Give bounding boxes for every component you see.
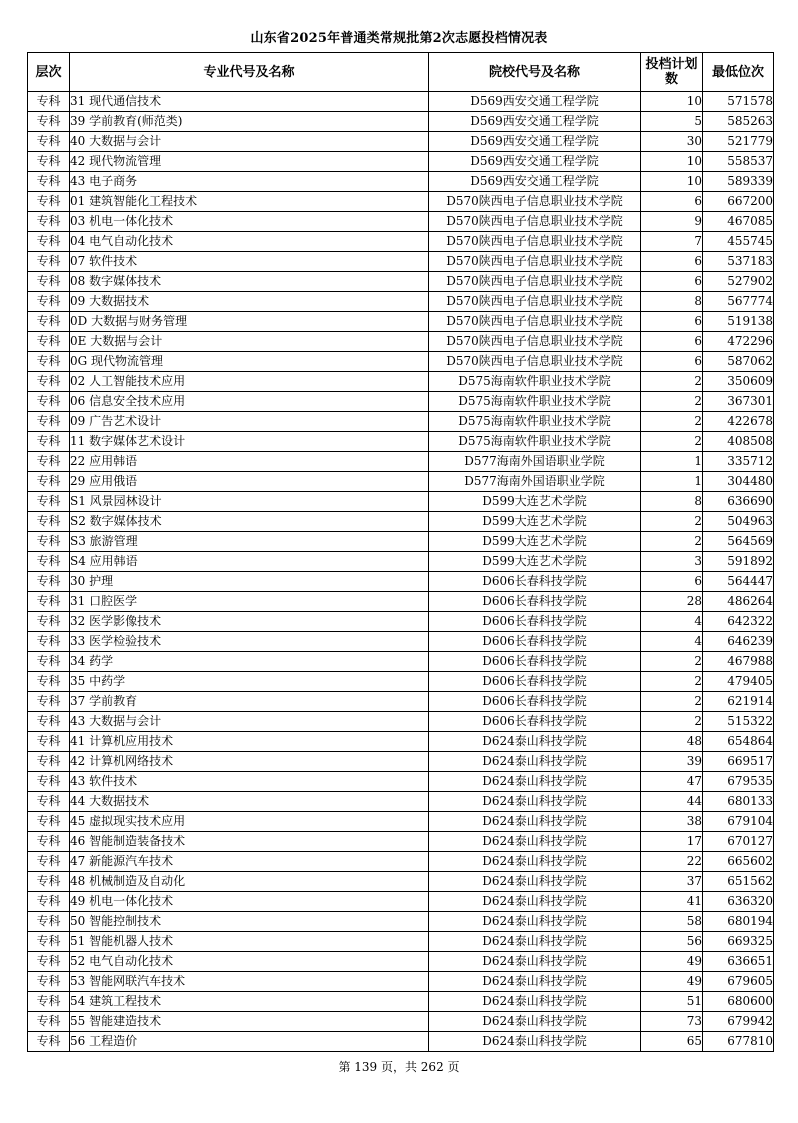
- cell-level: 专科: [28, 772, 70, 792]
- cell-school: D569西安交通工程学院: [429, 92, 641, 112]
- cell-rank: 654864: [703, 732, 774, 752]
- cell-major: 42 现代物流管理: [70, 152, 429, 172]
- table-row: [28, 172, 774, 192]
- cell-plan: 6: [641, 352, 703, 372]
- cell-level: 专科: [28, 672, 70, 692]
- cell-school: D606长春科技学院: [429, 712, 641, 732]
- table-row: [28, 552, 774, 572]
- cell-plan: 58: [641, 912, 703, 932]
- cell-major: 01 建筑智能化工程技术: [70, 192, 429, 212]
- cell-level: 专科: [28, 472, 70, 492]
- cell-plan: 37: [641, 872, 703, 892]
- cell-level: 专科: [28, 1012, 70, 1032]
- table-row: [28, 392, 774, 412]
- header-school: 院校代号及名称: [429, 53, 641, 92]
- cell-major: 47 新能源汽车技术: [70, 852, 429, 872]
- cell-major: 35 中药学: [70, 672, 429, 692]
- cell-school: D606长春科技学院: [429, 632, 641, 652]
- cell-level: 专科: [28, 652, 70, 672]
- cell-plan: 7: [641, 232, 703, 252]
- table-row: [28, 472, 774, 492]
- table-header-row: [28, 53, 774, 92]
- table-row: [28, 332, 774, 352]
- cell-school: D599大连艺术学院: [429, 512, 641, 532]
- table-row: [28, 932, 774, 952]
- page-footer: 第 139 页，共 262 页: [338, 1060, 460, 1074]
- cell-level: 专科: [28, 912, 70, 932]
- header-rank: 最低位次: [703, 53, 774, 92]
- cell-plan: 10: [641, 92, 703, 112]
- header-level: 层次: [28, 53, 70, 92]
- cell-level: 专科: [28, 452, 70, 472]
- cell-level: 专科: [28, 412, 70, 432]
- cell-major: 30 护理: [70, 572, 429, 592]
- cell-level: 专科: [28, 272, 70, 292]
- table-row: [28, 692, 774, 712]
- cell-plan: 2: [641, 412, 703, 432]
- cell-level: 专科: [28, 872, 70, 892]
- cell-major: 09 大数据技术: [70, 292, 429, 312]
- cell-rank: 585263: [703, 112, 774, 132]
- cell-school: D624泰山科技学院: [429, 812, 641, 832]
- cell-rank: 335712: [703, 452, 774, 472]
- cell-school: D624泰山科技学院: [429, 732, 641, 752]
- cell-level: 专科: [28, 212, 70, 232]
- cell-school: D570陕西电子信息职业技术学院: [429, 252, 641, 272]
- cell-major: 52 电气自动化技术: [70, 952, 429, 972]
- cell-level: 专科: [28, 892, 70, 912]
- cell-rank: 408508: [703, 432, 774, 452]
- cell-major: 43 大数据与会计: [70, 712, 429, 732]
- admission-table: [27, 52, 774, 1052]
- cell-school: D624泰山科技学院: [429, 932, 641, 952]
- cell-rank: 680600: [703, 992, 774, 1012]
- cell-rank: 504963: [703, 512, 774, 532]
- table-row: [28, 272, 774, 292]
- cell-level: 专科: [28, 732, 70, 752]
- cell-rank: 486264: [703, 592, 774, 612]
- cell-rank: 670127: [703, 832, 774, 852]
- cell-school: D624泰山科技学院: [429, 792, 641, 812]
- cell-plan: 65: [641, 1032, 703, 1052]
- cell-level: 专科: [28, 312, 70, 332]
- cell-major: 31 口腔医学: [70, 592, 429, 612]
- cell-school: D575海南软件职业技术学院: [429, 412, 641, 432]
- cell-rank: 589339: [703, 172, 774, 192]
- cell-rank: 679535: [703, 772, 774, 792]
- cell-school: D624泰山科技学院: [429, 1032, 641, 1052]
- cell-level: 专科: [28, 852, 70, 872]
- cell-level: 专科: [28, 992, 70, 1012]
- cell-rank: 669517: [703, 752, 774, 772]
- cell-plan: 5: [641, 112, 703, 132]
- cell-major: 03 机电一体化技术: [70, 212, 429, 232]
- table-row: [28, 592, 774, 612]
- cell-rank: 304480: [703, 472, 774, 492]
- cell-rank: 679104: [703, 812, 774, 832]
- cell-rank: 651562: [703, 872, 774, 892]
- cell-level: 专科: [28, 752, 70, 772]
- table-row: [28, 652, 774, 672]
- cell-rank: 636320: [703, 892, 774, 912]
- cell-level: 专科: [28, 692, 70, 712]
- table-row: [28, 612, 774, 632]
- cell-major: 0D 大数据与财务管理: [70, 312, 429, 332]
- cell-major: 55 智能建造技术: [70, 1012, 429, 1032]
- cell-school: D569西安交通工程学院: [429, 132, 641, 152]
- cell-plan: 2: [641, 392, 703, 412]
- cell-rank: 515322: [703, 712, 774, 732]
- cell-level: 专科: [28, 432, 70, 452]
- cell-rank: 680133: [703, 792, 774, 812]
- cell-plan: 4: [641, 612, 703, 632]
- cell-major: 08 数字媒体技术: [70, 272, 429, 292]
- cell-major: S1 风景园林设计: [70, 492, 429, 512]
- cell-major: 32 医学影像技术: [70, 612, 429, 632]
- cell-major: 42 计算机网络技术: [70, 752, 429, 772]
- cell-major: 02 人工智能技术应用: [70, 372, 429, 392]
- cell-major: 22 应用韩语: [70, 452, 429, 472]
- table-row: [28, 532, 774, 552]
- cell-plan: 2: [641, 532, 703, 552]
- cell-major: S3 旅游管理: [70, 532, 429, 552]
- cell-rank: 636690: [703, 492, 774, 512]
- cell-plan: 2: [641, 372, 703, 392]
- cell-level: 专科: [28, 532, 70, 552]
- cell-major: 34 药学: [70, 652, 429, 672]
- cell-school: D570陕西电子信息职业技术学院: [429, 332, 641, 352]
- cell-plan: 2: [641, 672, 703, 692]
- cell-level: 专科: [28, 332, 70, 352]
- cell-major: 49 机电一体化技术: [70, 892, 429, 912]
- cell-school: D570陕西电子信息职业技术学院: [429, 212, 641, 232]
- cell-major: 07 软件技术: [70, 252, 429, 272]
- cell-rank: 537183: [703, 252, 774, 272]
- cell-school: D575海南软件职业技术学院: [429, 432, 641, 452]
- cell-level: 专科: [28, 972, 70, 992]
- cell-school: D570陕西电子信息职业技术学院: [429, 352, 641, 372]
- cell-school: D606长春科技学院: [429, 652, 641, 672]
- cell-level: 专科: [28, 492, 70, 512]
- cell-school: D570陕西电子信息职业技术学院: [429, 192, 641, 212]
- cell-school: D624泰山科技学院: [429, 952, 641, 972]
- cell-rank: 679605: [703, 972, 774, 992]
- cell-major: 54 建筑工程技术: [70, 992, 429, 1012]
- cell-plan: 51: [641, 992, 703, 1012]
- cell-school: D599大连艺术学院: [429, 552, 641, 572]
- cell-school: D624泰山科技学院: [429, 972, 641, 992]
- cell-rank: 564447: [703, 572, 774, 592]
- cell-level: 专科: [28, 232, 70, 252]
- table-row: [28, 852, 774, 872]
- cell-plan: 49: [641, 972, 703, 992]
- cell-plan: 8: [641, 492, 703, 512]
- cell-major: S2 数字媒体技术: [70, 512, 429, 532]
- cell-major: 40 大数据与会计: [70, 132, 429, 152]
- cell-plan: 8: [641, 292, 703, 312]
- cell-plan: 38: [641, 812, 703, 832]
- table-row: [28, 992, 774, 1012]
- header-plan: 投档计划数: [641, 53, 703, 92]
- cell-level: 专科: [28, 512, 70, 532]
- cell-school: D570陕西电子信息职业技术学院: [429, 292, 641, 312]
- cell-major: 37 学前教育: [70, 692, 429, 712]
- cell-rank: 350609: [703, 372, 774, 392]
- cell-rank: 467988: [703, 652, 774, 672]
- cell-rank: 527902: [703, 272, 774, 292]
- cell-level: 专科: [28, 552, 70, 572]
- cell-rank: 564569: [703, 532, 774, 552]
- cell-level: 专科: [28, 392, 70, 412]
- cell-level: 专科: [28, 632, 70, 652]
- table-row: [28, 832, 774, 852]
- cell-school: D624泰山科技学院: [429, 892, 641, 912]
- cell-school: D570陕西电子信息职业技术学院: [429, 272, 641, 292]
- table-row: [28, 672, 774, 692]
- cell-level: 专科: [28, 112, 70, 132]
- cell-plan: 2: [641, 712, 703, 732]
- cell-rank: 677810: [703, 1032, 774, 1052]
- cell-major: 29 应用俄语: [70, 472, 429, 492]
- table-row: [28, 312, 774, 332]
- cell-major: 06 信息安全技术应用: [70, 392, 429, 412]
- cell-plan: 6: [641, 272, 703, 292]
- cell-plan: 56: [641, 932, 703, 952]
- cell-school: D577海南外国语职业学院: [429, 452, 641, 472]
- cell-major: 31 现代通信技术: [70, 92, 429, 112]
- cell-school: D569西安交通工程学院: [429, 172, 641, 192]
- cell-plan: 6: [641, 332, 703, 352]
- cell-plan: 44: [641, 792, 703, 812]
- cell-school: D606长春科技学院: [429, 592, 641, 612]
- table-row: [28, 812, 774, 832]
- cell-school: D624泰山科技学院: [429, 992, 641, 1012]
- cell-school: D599大连艺术学院: [429, 532, 641, 552]
- cell-school: D624泰山科技学院: [429, 772, 641, 792]
- cell-school: D569西安交通工程学院: [429, 112, 641, 132]
- cell-plan: 2: [641, 512, 703, 532]
- cell-rank: 467085: [703, 212, 774, 232]
- table-body: [28, 92, 774, 1052]
- cell-rank: 521779: [703, 132, 774, 152]
- cell-major: 0E 大数据与会计: [70, 332, 429, 352]
- cell-school: D624泰山科技学院: [429, 872, 641, 892]
- cell-rank: 636651: [703, 952, 774, 972]
- cell-plan: 2: [641, 652, 703, 672]
- cell-plan: 48: [641, 732, 703, 752]
- table-row: [28, 972, 774, 992]
- cell-rank: 558537: [703, 152, 774, 172]
- cell-school: D624泰山科技学院: [429, 852, 641, 872]
- cell-level: 专科: [28, 952, 70, 972]
- table-row: [28, 452, 774, 472]
- cell-major: 45 虚拟现实技术应用: [70, 812, 429, 832]
- cell-rank: 479405: [703, 672, 774, 692]
- cell-rank: 642322: [703, 612, 774, 632]
- cell-plan: 22: [641, 852, 703, 872]
- table-row: [28, 512, 774, 532]
- cell-rank: 472296: [703, 332, 774, 352]
- cell-major: 09 广告艺术设计: [70, 412, 429, 432]
- cell-major: 0G 现代物流管理: [70, 352, 429, 372]
- table-row: [28, 152, 774, 172]
- table-row: [28, 132, 774, 152]
- cell-major: 43 软件技术: [70, 772, 429, 792]
- cell-level: 专科: [28, 132, 70, 152]
- cell-plan: 1: [641, 452, 703, 472]
- cell-plan: 30: [641, 132, 703, 152]
- cell-plan: 39: [641, 752, 703, 772]
- table-row: [28, 92, 774, 112]
- cell-major: 41 计算机应用技术: [70, 732, 429, 752]
- cell-level: 专科: [28, 152, 70, 172]
- cell-rank: 422678: [703, 412, 774, 432]
- cell-level: 专科: [28, 792, 70, 812]
- cell-rank: 646239: [703, 632, 774, 652]
- cell-school: D575海南软件职业技术学院: [429, 392, 641, 412]
- cell-level: 专科: [28, 1032, 70, 1052]
- cell-plan: 6: [641, 192, 703, 212]
- table-row: [28, 572, 774, 592]
- cell-school: D606长春科技学院: [429, 692, 641, 712]
- cell-major: 33 医学检验技术: [70, 632, 429, 652]
- table-row: [28, 952, 774, 972]
- table-row: [28, 232, 774, 252]
- cell-plan: 28: [641, 592, 703, 612]
- cell-school: D577海南外国语职业学院: [429, 472, 641, 492]
- cell-plan: 6: [641, 252, 703, 272]
- table-row: [28, 252, 774, 272]
- cell-level: 专科: [28, 932, 70, 952]
- cell-rank: 680194: [703, 912, 774, 932]
- cell-plan: 10: [641, 152, 703, 172]
- cell-major: 48 机械制造及自动化: [70, 872, 429, 892]
- table-row: [28, 752, 774, 772]
- table-row: [28, 772, 774, 792]
- cell-level: 专科: [28, 252, 70, 272]
- cell-school: D606长春科技学院: [429, 612, 641, 632]
- cell-rank: 591892: [703, 552, 774, 572]
- cell-plan: 1: [641, 472, 703, 492]
- cell-rank: 669325: [703, 932, 774, 952]
- cell-level: 专科: [28, 812, 70, 832]
- table-row: [28, 412, 774, 432]
- cell-plan: 49: [641, 952, 703, 972]
- table-row: [28, 792, 774, 812]
- page-title: 山东省2025年普通类常规批第2次志愿投档情况表: [250, 31, 548, 46]
- cell-level: 专科: [28, 612, 70, 632]
- cell-level: 专科: [28, 292, 70, 312]
- cell-major: 43 电子商务: [70, 172, 429, 192]
- cell-rank: 667200: [703, 192, 774, 212]
- cell-plan: 6: [641, 312, 703, 332]
- cell-school: D624泰山科技学院: [429, 912, 641, 932]
- table-row: [28, 352, 774, 372]
- cell-school: D624泰山科技学院: [429, 752, 641, 772]
- table-row: [28, 192, 774, 212]
- cell-major: 50 智能控制技术: [70, 912, 429, 932]
- cell-plan: 10: [641, 172, 703, 192]
- table-row: [28, 1032, 774, 1052]
- cell-rank: 679942: [703, 1012, 774, 1032]
- cell-level: 专科: [28, 352, 70, 372]
- cell-level: 专科: [28, 192, 70, 212]
- cell-plan: 17: [641, 832, 703, 852]
- cell-rank: 621914: [703, 692, 774, 712]
- cell-level: 专科: [28, 832, 70, 852]
- cell-level: 专科: [28, 172, 70, 192]
- cell-school: D570陕西电子信息职业技术学院: [429, 232, 641, 252]
- table-row: [28, 292, 774, 312]
- cell-level: 专科: [28, 572, 70, 592]
- cell-rank: 367301: [703, 392, 774, 412]
- cell-level: 专科: [28, 592, 70, 612]
- table-row: [28, 112, 774, 132]
- cell-major: 56 工程造价: [70, 1032, 429, 1052]
- cell-plan: 2: [641, 692, 703, 712]
- cell-rank: 519138: [703, 312, 774, 332]
- cell-rank: 587062: [703, 352, 774, 372]
- cell-school: D624泰山科技学院: [429, 832, 641, 852]
- cell-level: 专科: [28, 372, 70, 392]
- cell-major: 53 智能网联汽车技术: [70, 972, 429, 992]
- table-row: [28, 892, 774, 912]
- cell-school: D606长春科技学院: [429, 672, 641, 692]
- table-row: [28, 912, 774, 932]
- table-row: [28, 872, 774, 892]
- cell-plan: 2: [641, 432, 703, 452]
- cell-school: D624泰山科技学院: [429, 1012, 641, 1032]
- cell-plan: 6: [641, 572, 703, 592]
- cell-major: 51 智能机器人技术: [70, 932, 429, 952]
- table-row: [28, 492, 774, 512]
- cell-plan: 47: [641, 772, 703, 792]
- table-row: [28, 712, 774, 732]
- header-major: 专业代号及名称: [70, 53, 429, 92]
- cell-major: 44 大数据技术: [70, 792, 429, 812]
- cell-rank: 455745: [703, 232, 774, 252]
- table-row: [28, 212, 774, 232]
- table-row: [28, 732, 774, 752]
- table-row: [28, 1012, 774, 1032]
- cell-school: D570陕西电子信息职业技术学院: [429, 312, 641, 332]
- cell-school: D606长春科技学院: [429, 572, 641, 592]
- table-row: [28, 372, 774, 392]
- cell-major: 04 电气自动化技术: [70, 232, 429, 252]
- cell-plan: 41: [641, 892, 703, 912]
- cell-level: 专科: [28, 712, 70, 732]
- cell-school: D599大连艺术学院: [429, 492, 641, 512]
- cell-major: 46 智能制造装备技术: [70, 832, 429, 852]
- cell-major: 11 数字媒体艺术设计: [70, 432, 429, 452]
- cell-rank: 665602: [703, 852, 774, 872]
- cell-major: S4 应用韩语: [70, 552, 429, 572]
- table-row: [28, 432, 774, 452]
- cell-level: 专科: [28, 92, 70, 112]
- cell-rank: 571578: [703, 92, 774, 112]
- cell-major: 39 学前教育(师范类): [70, 112, 429, 132]
- cell-plan: 9: [641, 212, 703, 232]
- cell-plan: 4: [641, 632, 703, 652]
- cell-plan: 3: [641, 552, 703, 572]
- cell-school: D569西安交通工程学院: [429, 152, 641, 172]
- table-row: [28, 632, 774, 652]
- cell-plan: 73: [641, 1012, 703, 1032]
- cell-school: D575海南软件职业技术学院: [429, 372, 641, 392]
- cell-rank: 567774: [703, 292, 774, 312]
